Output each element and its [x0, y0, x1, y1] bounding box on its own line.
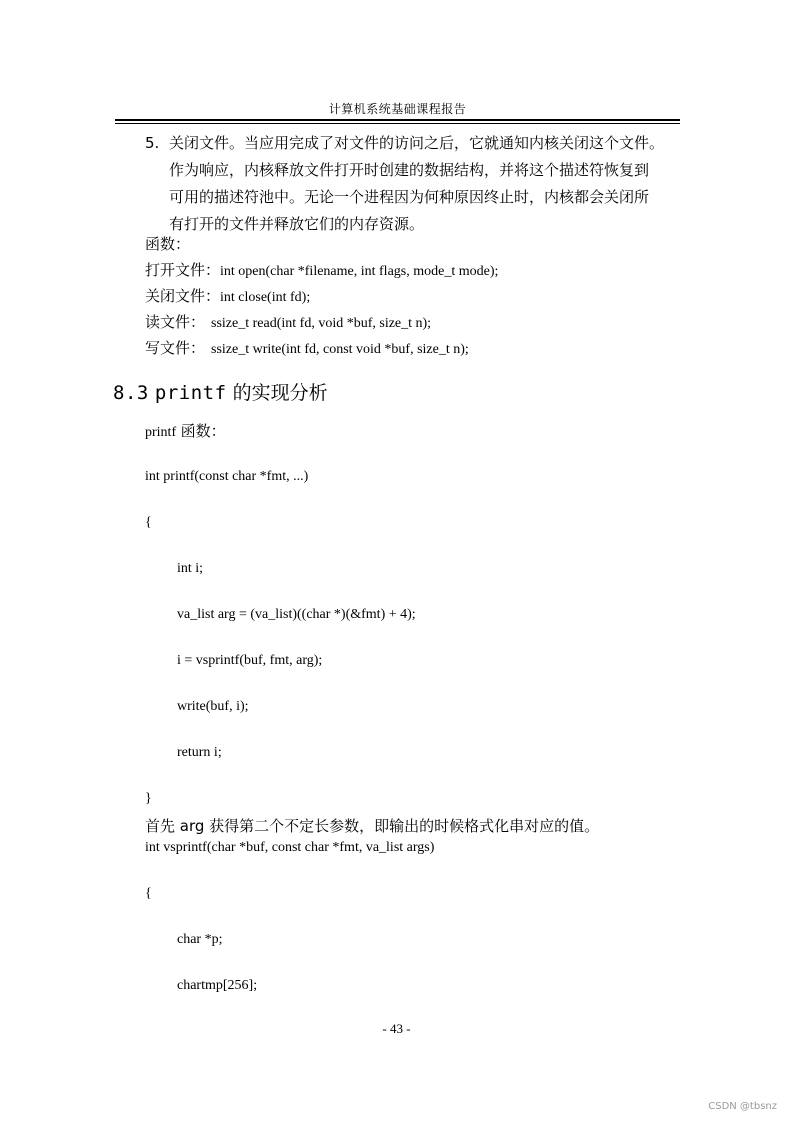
- function-close-signature: int close(int fd);: [220, 290, 311, 305]
- code-line: write(buf, i);: [177, 699, 249, 714]
- function-write: [145, 337, 469, 358]
- code-line: int vsprintf(char *buf, const char *fmt, va_list args): [145, 840, 435, 855]
- function-write-signature: ssize_t write(int fd, const void *buf, size_t n);: [211, 342, 469, 357]
- list-line: 关闭文件。当应用完成了对文件的访问之后，它就通知内核关闭这个文件。: [169, 134, 665, 152]
- header-rule-thick: [115, 119, 680, 121]
- printf-intro: [145, 420, 226, 441]
- function-close-label: 关闭文件：: [145, 287, 221, 305]
- functions-heading: 函数：: [145, 235, 191, 253]
- page-header: 计算机系统基础课程报告: [328, 102, 467, 116]
- function-open: [145, 259, 498, 280]
- header-rule-thin: [115, 123, 680, 124]
- list-line: 作为响应，内核释放文件打开时创建的数据结构，并将这个描述符恢复到: [169, 161, 650, 179]
- code-line: i = vsprintf(buf, fmt, arg);: [177, 653, 323, 668]
- code-line: int printf(const char *fmt, ...): [145, 469, 309, 484]
- list-line: 有打开的文件并释放它们的内存资源。: [169, 215, 425, 233]
- explanation-text: 首先 arg 获得第二个不定长参数，即输出的时候格式化串对应的值。: [145, 817, 600, 835]
- function-close: [145, 285, 310, 306]
- list-line: 可用的描述符池中。无论一个进程因为何种原因终止时，内核都会关闭所: [169, 188, 650, 206]
- code-line: va_list arg = (va_list)((char *)(&fmt) + 4);: [177, 607, 416, 622]
- code-line: char *p;: [177, 932, 223, 947]
- function-open-label: 打开文件：: [145, 261, 221, 279]
- list-number: 5.: [145, 134, 160, 152]
- section-title: [113, 378, 328, 405]
- code-line: }: [145, 791, 152, 806]
- code-line: {: [145, 886, 152, 901]
- code-line: return i;: [177, 745, 222, 760]
- function-read: [145, 311, 431, 332]
- section-name: printf: [154, 382, 227, 404]
- section-rest: 的实现分析: [232, 382, 328, 404]
- list-item-5: [145, 130, 690, 238]
- section-number: 8.3: [113, 382, 149, 404]
- code-line: {: [145, 515, 152, 530]
- function-open-signature: int open(char *filename, int flags, mode_t mode);: [220, 264, 499, 279]
- function-read-label: 读文件：: [145, 313, 206, 331]
- printf-intro-label: 函数：: [180, 422, 226, 440]
- code-line: chartmp[256];: [177, 978, 258, 993]
- printf-intro-name: printf: [145, 425, 177, 440]
- function-write-label: 写文件：: [145, 339, 206, 357]
- code-line: int i;: [177, 561, 204, 576]
- page-number: - 43 -: [382, 1021, 411, 1036]
- watermark: CSDN @tbsnz: [708, 1101, 777, 1112]
- function-read-signature: ssize_t read(int fd, void *buf, size_t n);: [211, 316, 432, 331]
